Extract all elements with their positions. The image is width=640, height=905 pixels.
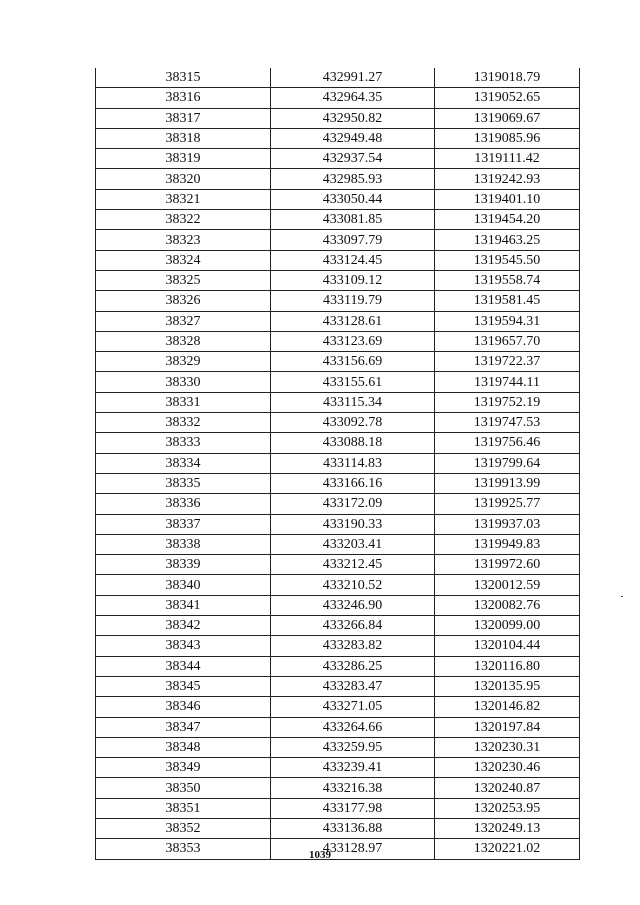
x-coordinate-cell: 433259.95: [271, 737, 435, 757]
x-coordinate-cell: 432937.54: [271, 149, 435, 169]
table-row: [96, 818, 580, 838]
point-id-cell: 38316: [96, 88, 271, 108]
x-coordinate-cell: 433123.69: [271, 331, 435, 351]
x-coordinate-cell: 432949.48: [271, 128, 435, 148]
y-coordinate-cell: 1319744.11: [435, 372, 580, 392]
y-coordinate-cell: 1319463.25: [435, 230, 580, 250]
x-coordinate-cell: 433156.69: [271, 352, 435, 372]
coordinates-table-body: [96, 68, 580, 859]
point-id-cell: 38319: [96, 149, 271, 169]
table-row: [96, 473, 580, 493]
y-coordinate-cell: 1319454.20: [435, 210, 580, 230]
y-coordinate-cell: 1319799.64: [435, 453, 580, 473]
coordinates-table: [95, 68, 580, 860]
point-id-cell: 38318: [96, 128, 271, 148]
point-id-cell: 38347: [96, 717, 271, 737]
point-id-cell: 38323: [96, 230, 271, 250]
point-id-cell: 38341: [96, 595, 271, 615]
x-coordinate-cell: 433172.09: [271, 494, 435, 514]
table-row: [96, 189, 580, 209]
y-coordinate-cell: 1319401.10: [435, 189, 580, 209]
point-id-cell: 38346: [96, 697, 271, 717]
table-row: [96, 291, 580, 311]
point-id-cell: 38324: [96, 250, 271, 270]
point-id-cell: 38340: [96, 575, 271, 595]
y-coordinate-cell: 1319756.46: [435, 433, 580, 453]
table-row: [96, 169, 580, 189]
x-coordinate-cell: 433114.83: [271, 453, 435, 473]
table-row: [96, 392, 580, 412]
x-coordinate-cell: 433239.41: [271, 758, 435, 778]
y-coordinate-cell: 1319242.93: [435, 169, 580, 189]
point-id-cell: 38333: [96, 433, 271, 453]
point-id-cell: 38330: [96, 372, 271, 392]
x-coordinate-cell: 433166.16: [271, 473, 435, 493]
y-coordinate-cell: 1319545.50: [435, 250, 580, 270]
point-id-cell: 38317: [96, 108, 271, 128]
y-coordinate-cell: 1319069.67: [435, 108, 580, 128]
table-row: [96, 250, 580, 270]
table-row: [96, 758, 580, 778]
table-row: [96, 149, 580, 169]
y-coordinate-cell: 1320240.87: [435, 778, 580, 798]
x-coordinate-cell: 433216.38: [271, 778, 435, 798]
x-coordinate-cell: 432964.35: [271, 88, 435, 108]
table-row: [96, 717, 580, 737]
y-coordinate-cell: 1319052.65: [435, 88, 580, 108]
x-coordinate-cell: 433109.12: [271, 270, 435, 290]
x-coordinate-cell: 433119.79: [271, 291, 435, 311]
table-row: [96, 737, 580, 757]
point-id-cell: 38338: [96, 534, 271, 554]
x-coordinate-cell: 433124.45: [271, 250, 435, 270]
point-id-cell: 38320: [96, 169, 271, 189]
point-id-cell: 38326: [96, 291, 271, 311]
table-row: [96, 311, 580, 331]
y-coordinate-cell: 1319925.77: [435, 494, 580, 514]
y-coordinate-cell: 1319085.96: [435, 128, 580, 148]
x-coordinate-cell: 433210.52: [271, 575, 435, 595]
x-coordinate-cell: 433136.88: [271, 818, 435, 838]
table-row: [96, 128, 580, 148]
table-row: [96, 433, 580, 453]
y-coordinate-cell: 1320116.80: [435, 656, 580, 676]
x-coordinate-cell: 433081.85: [271, 210, 435, 230]
y-coordinate-cell: 1319558.74: [435, 270, 580, 290]
table-row: [96, 676, 580, 696]
y-coordinate-cell: 1320146.82: [435, 697, 580, 717]
y-coordinate-cell: 1319747.53: [435, 413, 580, 433]
y-coordinate-cell: 1320221.02: [435, 839, 580, 859]
x-coordinate-cell: 433155.61: [271, 372, 435, 392]
table-row: [96, 534, 580, 554]
table-row: [96, 230, 580, 250]
y-coordinate-cell: 1320012.59: [435, 575, 580, 595]
point-id-cell: 38352: [96, 818, 271, 838]
x-coordinate-cell: 433246.90: [271, 595, 435, 615]
x-coordinate-cell: 433097.79: [271, 230, 435, 250]
point-id-cell: 38329: [96, 352, 271, 372]
point-id-cell: 38345: [96, 676, 271, 696]
x-coordinate-cell: 432950.82: [271, 108, 435, 128]
table-row: [96, 616, 580, 636]
y-coordinate-cell: 1320099.00: [435, 616, 580, 636]
x-coordinate-cell: 433283.47: [271, 676, 435, 696]
x-coordinate-cell: 433050.44: [271, 189, 435, 209]
y-coordinate-cell: 1320253.95: [435, 798, 580, 818]
x-coordinate-cell: 433128.61: [271, 311, 435, 331]
x-coordinate-cell: 433128.97: [271, 839, 435, 859]
y-coordinate-cell: 1319913.99: [435, 473, 580, 493]
table-row: [96, 68, 580, 88]
table-row: [96, 494, 580, 514]
y-coordinate-cell: 1320230.31: [435, 737, 580, 757]
point-id-cell: 38322: [96, 210, 271, 230]
table-row: [96, 697, 580, 717]
table-row: [96, 656, 580, 676]
table-row: [96, 595, 580, 615]
y-coordinate-cell: 1319972.60: [435, 555, 580, 575]
x-coordinate-cell: 433283.82: [271, 636, 435, 656]
point-id-cell: 38337: [96, 514, 271, 534]
point-id-cell: 38342: [96, 616, 271, 636]
table-row: [96, 555, 580, 575]
table-row: [96, 453, 580, 473]
table-row: [96, 270, 580, 290]
point-id-cell: 38328: [96, 331, 271, 351]
x-coordinate-cell: 433271.05: [271, 697, 435, 717]
y-coordinate-cell: 1320104.44: [435, 636, 580, 656]
y-coordinate-cell: 1319657.70: [435, 331, 580, 351]
y-coordinate-cell: 1319581.45: [435, 291, 580, 311]
table-row: [96, 514, 580, 534]
y-coordinate-cell: 1320082.76: [435, 595, 580, 615]
point-id-cell: 38344: [96, 656, 271, 676]
y-coordinate-cell: 1319937.03: [435, 514, 580, 534]
y-coordinate-cell: 1319722.37: [435, 352, 580, 372]
point-id-cell: 38335: [96, 473, 271, 493]
point-id-cell: 38349: [96, 758, 271, 778]
table-row: [96, 331, 580, 351]
point-id-cell: 38351: [96, 798, 271, 818]
table-row: [96, 352, 580, 372]
point-id-cell: 38331: [96, 392, 271, 412]
page-number: 1039: [309, 849, 331, 861]
y-coordinate-cell: 1320249.13: [435, 818, 580, 838]
table-row: [96, 372, 580, 392]
y-coordinate-cell: 1319111.42: [435, 149, 580, 169]
y-coordinate-cell: 1320135.95: [435, 676, 580, 696]
x-coordinate-cell: 433115.34: [271, 392, 435, 412]
x-coordinate-cell: 432985.93: [271, 169, 435, 189]
y-coordinate-cell: 1319594.31: [435, 311, 580, 331]
point-id-cell: 38350: [96, 778, 271, 798]
y-coordinate-cell: 1319752.19: [435, 392, 580, 412]
x-coordinate-cell: 433264.66: [271, 717, 435, 737]
y-coordinate-cell: 1320197.84: [435, 717, 580, 737]
x-coordinate-cell: 433266.84: [271, 616, 435, 636]
point-id-cell: 38336: [96, 494, 271, 514]
x-coordinate-cell: 433286.25: [271, 656, 435, 676]
table-row: [96, 575, 580, 595]
x-coordinate-cell: 433203.41: [271, 534, 435, 554]
point-id-cell: 38315: [96, 68, 271, 88]
point-id-cell: 38339: [96, 555, 271, 575]
y-coordinate-cell: 1319018.79: [435, 68, 580, 88]
table-row: [96, 108, 580, 128]
table-row: [96, 778, 580, 798]
x-coordinate-cell: 433190.33: [271, 514, 435, 534]
point-id-cell: 38334: [96, 453, 271, 473]
y-coordinate-cell: 1320230.46: [435, 758, 580, 778]
x-coordinate-cell: 433212.45: [271, 555, 435, 575]
scan-speck: [621, 596, 623, 597]
x-coordinate-cell: 433177.98: [271, 798, 435, 818]
y-coordinate-cell: 1319949.83: [435, 534, 580, 554]
table-row: [96, 88, 580, 108]
table-row: [96, 798, 580, 818]
table-row: [96, 413, 580, 433]
point-id-cell: 38348: [96, 737, 271, 757]
table-row: [96, 636, 580, 656]
point-id-cell: 38321: [96, 189, 271, 209]
table-row: [96, 210, 580, 230]
point-id-cell: 38325: [96, 270, 271, 290]
point-id-cell: 38332: [96, 413, 271, 433]
point-id-cell: 38353: [96, 839, 271, 859]
x-coordinate-cell: 433092.78: [271, 413, 435, 433]
x-coordinate-cell: 433088.18: [271, 433, 435, 453]
x-coordinate-cell: 432991.27: [271, 68, 435, 88]
point-id-cell: 38327: [96, 311, 271, 331]
point-id-cell: 38343: [96, 636, 271, 656]
